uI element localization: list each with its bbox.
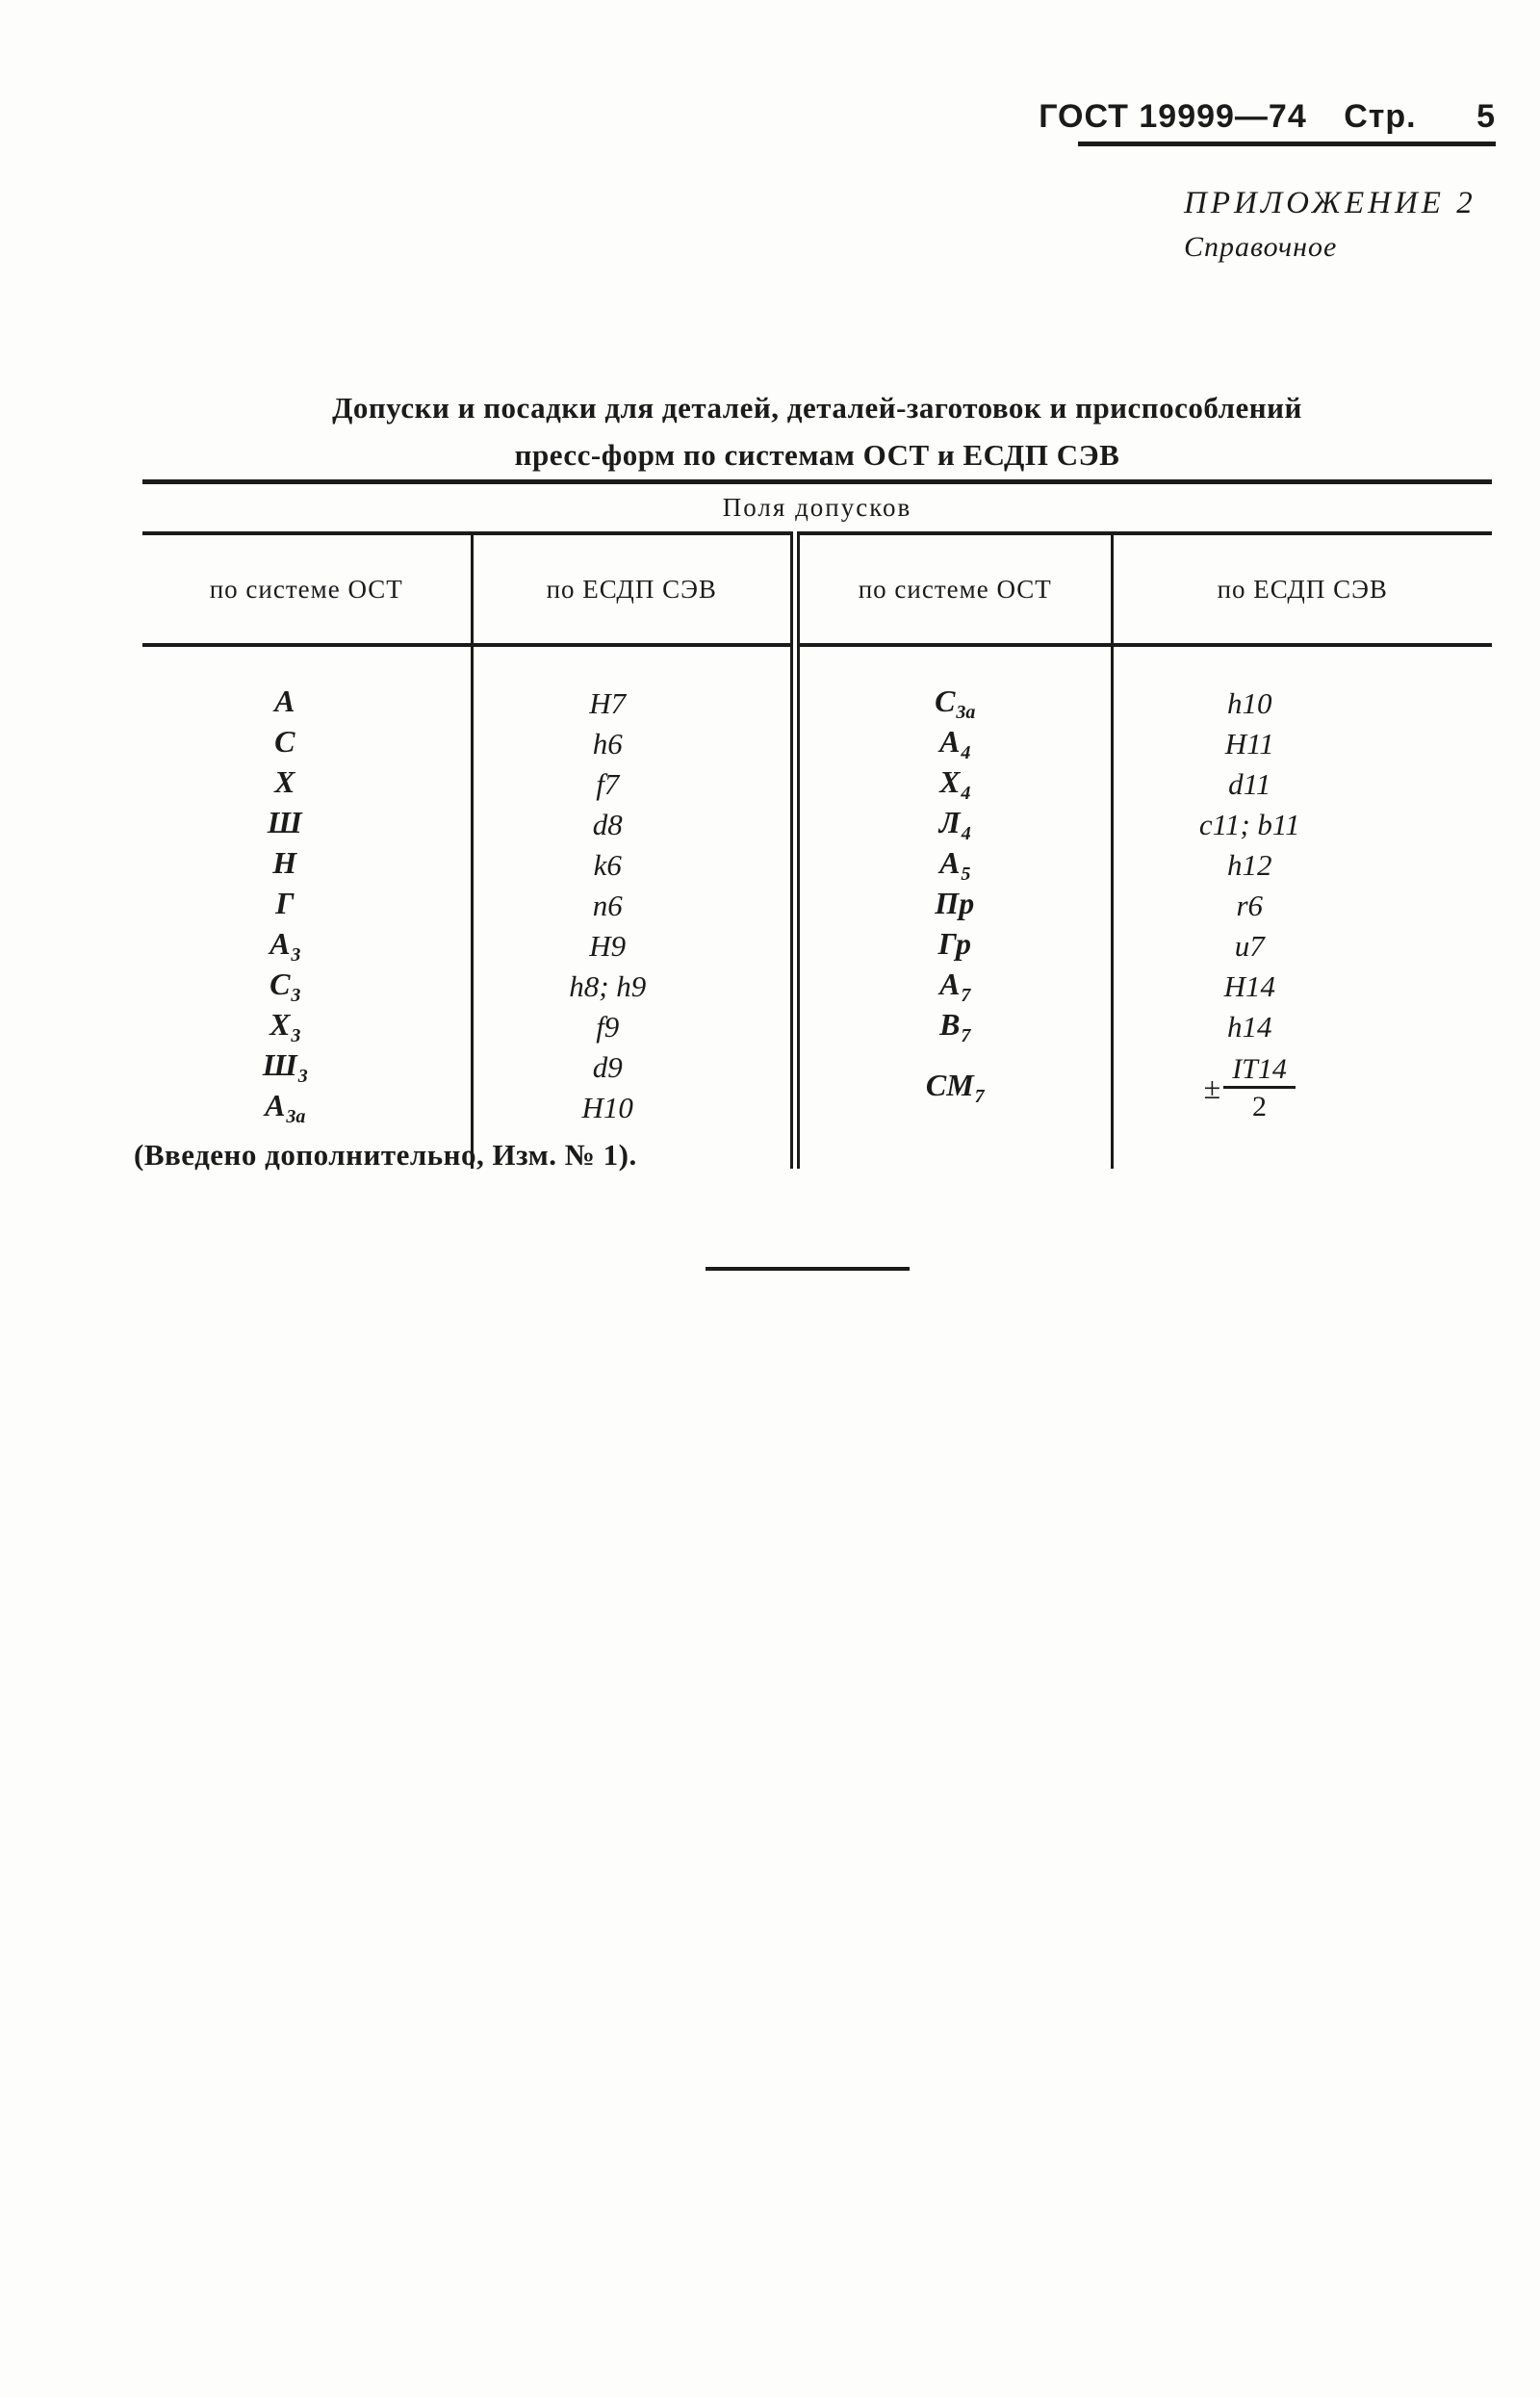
symbol-subscript: 3а [956,702,976,723]
amendment-note: (Введено дополнительно, Изм. № 1). [134,1138,637,1172]
annex-title: ПРИЛОЖЕНИЕ 2 [1184,186,1476,220]
symbol-base: С [270,967,291,1001]
symbol-subscript: 3 [291,985,301,1006]
symbol-base: А [939,845,961,880]
end-separator-rule [706,1267,910,1271]
column-header-esdp-left: по ЕСДП СЭВ [472,533,795,645]
esdp-value: h6 [592,727,623,761]
ost-symbol [274,765,295,799]
esdp-value: H11 [1224,727,1274,761]
esdp-value: k6 [593,848,622,882]
symbol-subscript: 4 [961,823,971,844]
symbol-base: Пр [935,886,975,920]
esdp-value: u7 [1234,929,1265,963]
ost-symbol [272,846,297,880]
symbol-subscript: 3а [286,1106,306,1127]
symbol-base: С [274,724,295,759]
esdp-value: c11; b11 [1198,808,1300,841]
symbol-subscript: 3 [291,944,301,966]
table-row [142,926,1492,967]
esdp-value: H14 [1223,969,1275,1003]
symbol-subscript: 4 [961,783,971,804]
ost-symbol [925,1068,985,1107]
symbol-base: Гр [937,926,971,961]
ost-symbol [938,805,971,844]
tolerance-fraction [1204,1053,1296,1123]
esdp-value: h10 [1227,686,1272,720]
symbol-base: С [935,683,956,718]
ost-symbol [939,845,971,885]
fraction-denominator: 2 [1252,1090,1268,1122]
symbol-base: Х [270,1007,291,1042]
esdp-value: d11 [1228,767,1271,801]
symbol-subscript: 7 [961,985,971,1006]
symbol-base: Ш [262,1047,297,1082]
esdp-value: h8; h9 [569,969,647,1003]
esdp-value: h14 [1227,1010,1272,1044]
ost-symbol [270,926,301,966]
page-number: 5 [1476,98,1496,135]
running-head [1039,98,1496,136]
plus-minus-sign: ± [1203,1070,1221,1105]
table-span-header-row [142,482,1492,534]
ost-symbol [938,927,972,961]
header-rule [1078,142,1496,146]
symbol-subscript: 5 [961,864,971,885]
table-row [142,845,1492,886]
document-title [142,384,1492,478]
ost-symbol [274,725,295,759]
esdp-value: H10 [581,1091,633,1124]
esdp-value: f7 [596,767,620,801]
table-row [142,805,1492,845]
ost-symbol [268,806,303,839]
table-column-header-row [142,533,1492,645]
esdp-value: r6 [1236,889,1264,922]
esdp-value: H7 [589,686,627,720]
ost-symbol [939,764,971,804]
ost-symbol [270,967,301,1006]
symbol-subscript: 3 [291,1025,301,1046]
annex-subtitle: Справочное [1184,231,1338,263]
symbol-subscript: 7 [974,1086,985,1107]
symbol-subscript: 3 [297,1066,308,1087]
ost-symbol [935,683,976,723]
ost-symbol [935,887,975,920]
page-word: Стр. [1344,98,1417,135]
symbol-base: Г [275,886,295,920]
table-row [142,1047,1492,1088]
esdp-value: n6 [592,889,623,922]
column-header-ost-left: по системе ОСТ [142,533,472,645]
symbol-base: А [265,1088,286,1122]
ost-symbol [274,684,295,718]
esdp-value: d8 [592,808,623,841]
table-row [142,683,1492,724]
ost-symbol [939,724,971,763]
ost-symbol [270,1007,301,1046]
table-row [142,967,1492,1007]
table-row [142,764,1492,805]
ost-symbol [262,1047,308,1087]
esdp-value: H9 [589,929,627,963]
ost-symbol [275,887,295,920]
esdp-value: d9 [592,1050,623,1084]
symbol-base: Ш [267,805,302,839]
ost-symbol [939,1007,971,1046]
symbol-base: А [274,683,295,718]
symbol-subscript: 4 [961,742,971,763]
symbol-base: А [270,926,291,961]
tolerance-table [142,479,1492,1169]
table-padding-row [142,645,1492,683]
column-header-esdp-right: по ЕСДП СЭВ [1112,533,1492,645]
fraction-numerator: IT14 [1223,1053,1296,1089]
column-header-ost-right: по системе ОСТ [795,533,1112,645]
symbol-subscript: 7 [961,1025,971,1046]
ost-symbol [939,967,971,1006]
symbol-base: Х [274,764,295,799]
symbol-base: В [939,1007,961,1042]
fraction-stack [1223,1053,1296,1123]
esdp-value: f9 [596,1010,620,1044]
standard-number: ГОСТ 19999—74 [1039,98,1307,135]
document-title-line2: пресс-форм по системам ОСТ и ЕСДП СЭВ [514,438,1120,472]
symbol-base: Н [272,845,297,880]
ost-symbol [265,1088,306,1127]
symbol-base: Х [939,764,961,799]
esdp-value: h12 [1227,848,1272,882]
table-row [142,1007,1492,1047]
table-span-header: Поля допусков [142,482,1492,534]
document-title-line1: Допуски и посадки для деталей, деталей-заготовок и приспособлений [332,391,1302,425]
symbol-base: А [939,724,961,759]
symbol-base: А [939,967,961,1001]
table-row [142,886,1492,926]
symbol-base: СМ [925,1068,974,1102]
table-row [142,724,1492,764]
symbol-base: Л [938,805,961,839]
annex-block [1184,183,1476,271]
